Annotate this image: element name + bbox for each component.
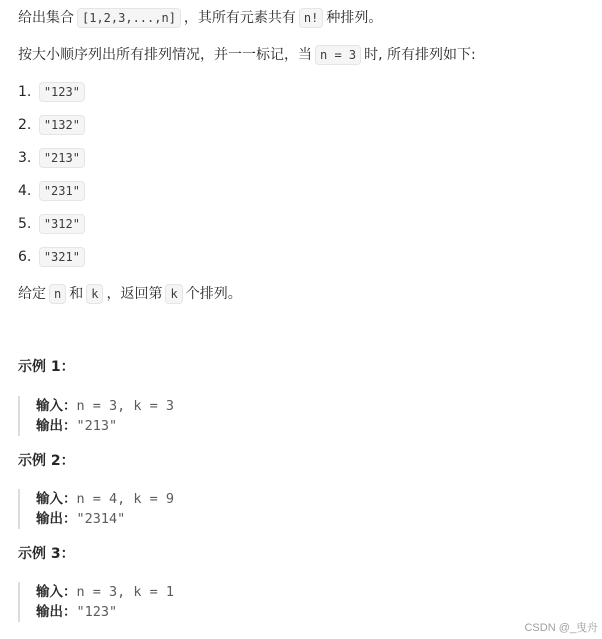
example-title: 示例 3： (18, 546, 75, 562)
example-input-line (36, 396, 174, 416)
task-paragraph (18, 284, 242, 304)
output-label: 输出： (36, 604, 77, 620)
permutation-code: "132" (39, 115, 85, 135)
intro-p1-prefix: 给出集合 (18, 10, 74, 26)
k-code: k (165, 284, 182, 304)
list-number: 3. (18, 150, 32, 166)
input-label: 输入： (36, 398, 77, 414)
list-number: 4. (18, 183, 32, 199)
set-code: [1,2,3,...,n] (77, 8, 181, 28)
list-item (18, 214, 88, 234)
example-title: 示例 1： (18, 359, 75, 375)
list-item (18, 82, 88, 102)
output-label: 输出： (36, 511, 77, 527)
permutation-code: "312" (39, 214, 85, 234)
list-number: 5. (18, 216, 32, 232)
list-item (18, 148, 88, 168)
list-number: 1. (18, 84, 32, 100)
output-label: 输出： (36, 418, 77, 434)
task-mid: 和 (69, 286, 84, 302)
intro-paragraph-2 (18, 45, 476, 65)
intro-p1-mid: ，其所有元素共有 (183, 10, 296, 26)
intro-p2-suffix: 时, 所有排列如下: (364, 47, 476, 63)
example-input-line (36, 489, 174, 509)
permutation-code: "213" (39, 148, 85, 168)
input-value: n = 3, k = 3 (76, 398, 175, 414)
input-value: n = 4, k = 9 (76, 491, 175, 507)
permutation-code: "321" (39, 247, 85, 267)
example-output-line (36, 509, 174, 529)
example-code-block (18, 396, 174, 436)
permutation-code: "231" (39, 181, 85, 201)
example-output-line (36, 602, 174, 622)
list-item (18, 181, 88, 201)
example-title: 示例 2： (18, 453, 75, 469)
output-value: "123" (76, 604, 118, 620)
n-equals-3-code: n = 3 (315, 45, 361, 65)
input-value: n = 3, k = 1 (76, 584, 175, 600)
input-label: 输入： (36, 584, 77, 600)
list-number: 2. (18, 117, 32, 133)
intro-p1-suffix: 种排列。 (326, 10, 383, 26)
example-code-block (18, 582, 174, 622)
task-prefix: 给定 (18, 286, 46, 302)
factorial-code: n! (299, 8, 323, 28)
intro-p2-prefix: 按大小顺序列出所有排列情况，并一一标记，当 (18, 47, 312, 63)
example-code-block (18, 489, 174, 529)
permutation-code: "123" (39, 82, 85, 102)
list-item (18, 247, 88, 267)
example-output-line (36, 416, 174, 436)
example-input-line (36, 582, 174, 602)
output-value: "213" (76, 418, 118, 434)
n-code: n (49, 284, 66, 304)
k-code: k (86, 284, 103, 304)
task-suffix: 个排列。 (185, 286, 242, 302)
input-label: 输入： (36, 491, 77, 507)
list-item (18, 115, 88, 135)
watermark: CSDN @_曳舟 (524, 622, 598, 634)
output-value: "2314" (76, 511, 126, 527)
task-mid2: ，返回第 (106, 286, 163, 302)
intro-paragraph-1 (18, 8, 382, 28)
list-number: 6. (18, 249, 32, 265)
